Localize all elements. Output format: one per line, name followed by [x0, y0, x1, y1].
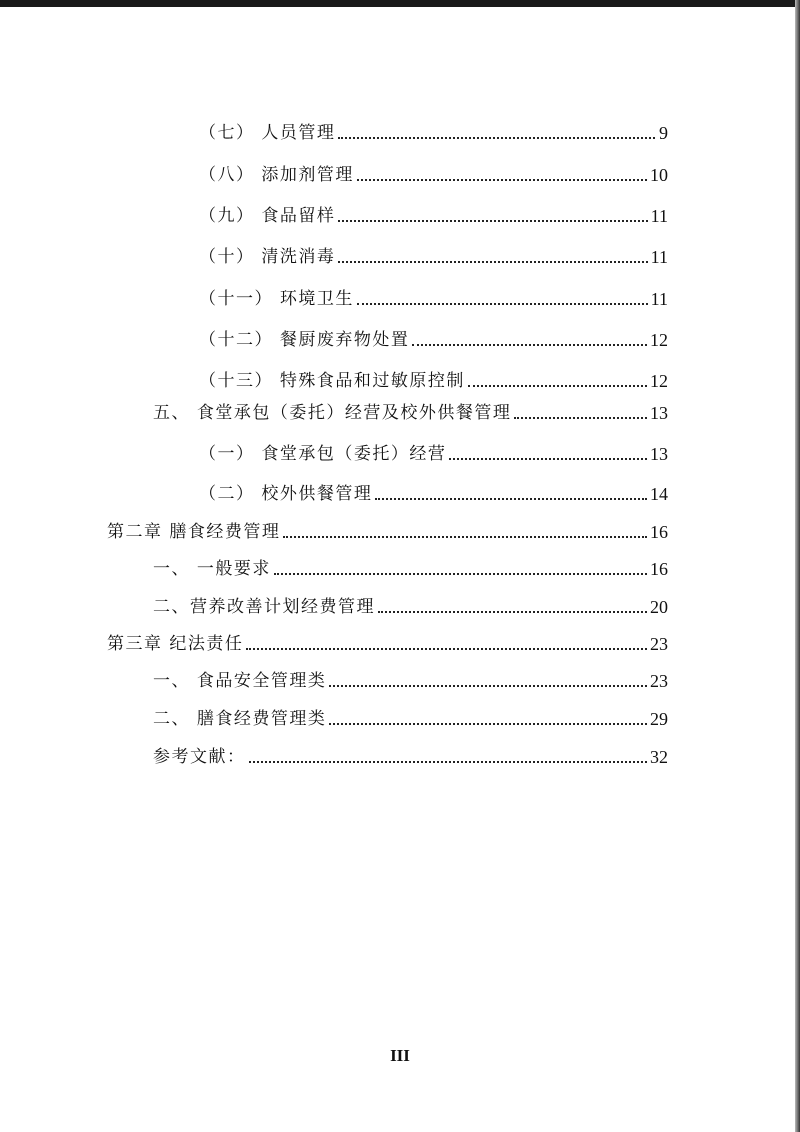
toc-leader-dots: [249, 761, 648, 763]
toc-entry-page: 14: [650, 484, 668, 504]
toc-entry-page: 23: [650, 634, 668, 654]
toc-entry[interactable]: [199, 242, 668, 268]
toc-leader-dots: [338, 137, 655, 139]
toc-entry[interactable]: [199, 479, 668, 505]
toc-entry-label: （八） 添加剂管理: [199, 165, 354, 185]
toc-entry[interactable]: [199, 325, 668, 351]
toc-leader-dots: [338, 220, 647, 222]
toc-leader-dots: [375, 498, 647, 500]
toc-entry-label: （二） 校外供餐管理: [199, 484, 373, 504]
toc-entry-label: （十） 清洗消毒: [199, 247, 336, 267]
toc-entry-page: 13: [650, 403, 668, 423]
toc-entry[interactable]: [153, 704, 668, 730]
toc-leader-dots: [412, 344, 647, 346]
toc-entry-page: 29: [650, 709, 668, 729]
page-number: III: [390, 1046, 410, 1065]
toc-leader-dots: [378, 611, 647, 613]
toc-entry-label: 二、 膳食经费管理类: [153, 709, 327, 729]
toc-entry-page: 10: [650, 165, 668, 185]
toc-leader-dots: [329, 723, 647, 725]
toc-entry-page: 9: [659, 123, 668, 143]
toc-entry-label: （七） 人员管理: [199, 123, 336, 143]
toc-entry-page: 12: [650, 330, 668, 350]
toc-entry[interactable]: [107, 517, 668, 543]
toc-leader-dots: [329, 685, 647, 687]
toc-leader-dots: [283, 536, 647, 538]
toc-entry-page: 11: [650, 247, 668, 267]
toc-entry-page: 11: [650, 289, 668, 309]
toc-leader-dots: [357, 303, 648, 305]
toc-entry[interactable]: [153, 554, 668, 580]
toc-leader-dots: [274, 573, 647, 575]
toc-leader-dots: [338, 261, 647, 263]
toc-entry-page: 16: [650, 559, 668, 579]
toc-entry-label: 一、 食品安全管理类: [153, 671, 327, 691]
toc-entry[interactable]: [199, 366, 668, 392]
toc-entry-label: （十二） 餐厨废弃物处置: [199, 330, 410, 350]
toc-entry[interactable]: [153, 666, 668, 692]
toc-entry-label: 第三章 纪法责任: [107, 634, 244, 654]
toc-entry[interactable]: [153, 742, 668, 768]
toc-entry-label: 一、 一般要求: [153, 559, 271, 579]
toc-entry[interactable]: [199, 201, 668, 227]
toc-entry-label: 五、 食堂承包（委托）经营及校外供餐管理: [153, 403, 512, 423]
toc-entry-label: 第二章 膳食经费管理: [107, 522, 281, 542]
toc-entry-label: （一） 食堂承包（委托）经营: [199, 444, 447, 464]
toc-leader-dots: [357, 179, 647, 181]
toc-entry[interactable]: [153, 592, 668, 618]
toc-entry-page: 20: [650, 597, 668, 617]
toc-entry-label: （十一） 环境卫生: [199, 289, 354, 309]
toc-entry-page: 16: [650, 522, 668, 542]
toc-entry-label: （十三） 特殊食品和过敏原控制: [199, 371, 465, 391]
toc-leader-dots: [449, 458, 647, 460]
toc-entry-page: 13: [650, 444, 668, 464]
toc-entry[interactable]: [199, 160, 668, 186]
toc-entry-label: 参考文献：: [153, 747, 246, 767]
toc-leader-dots: [246, 648, 647, 650]
toc-entry-page: 32: [650, 747, 668, 767]
toc-leader-dots: [468, 385, 647, 387]
toc-entry-page: 23: [650, 671, 668, 691]
toc-entry-label: （九） 食品留样: [199, 206, 336, 226]
toc-entry-page: 11: [650, 206, 668, 226]
toc-entry[interactable]: [199, 439, 668, 465]
toc-entry-label: 二、营养改善计划经费管理: [153, 597, 375, 617]
toc-entry[interactable]: [199, 284, 668, 310]
toc-entry[interactable]: [107, 629, 668, 655]
toc-entry[interactable]: [199, 118, 668, 144]
toc-entry-page: 12: [650, 371, 668, 391]
toc-leader-dots: [514, 417, 647, 419]
toc-entry[interactable]: [153, 398, 668, 424]
